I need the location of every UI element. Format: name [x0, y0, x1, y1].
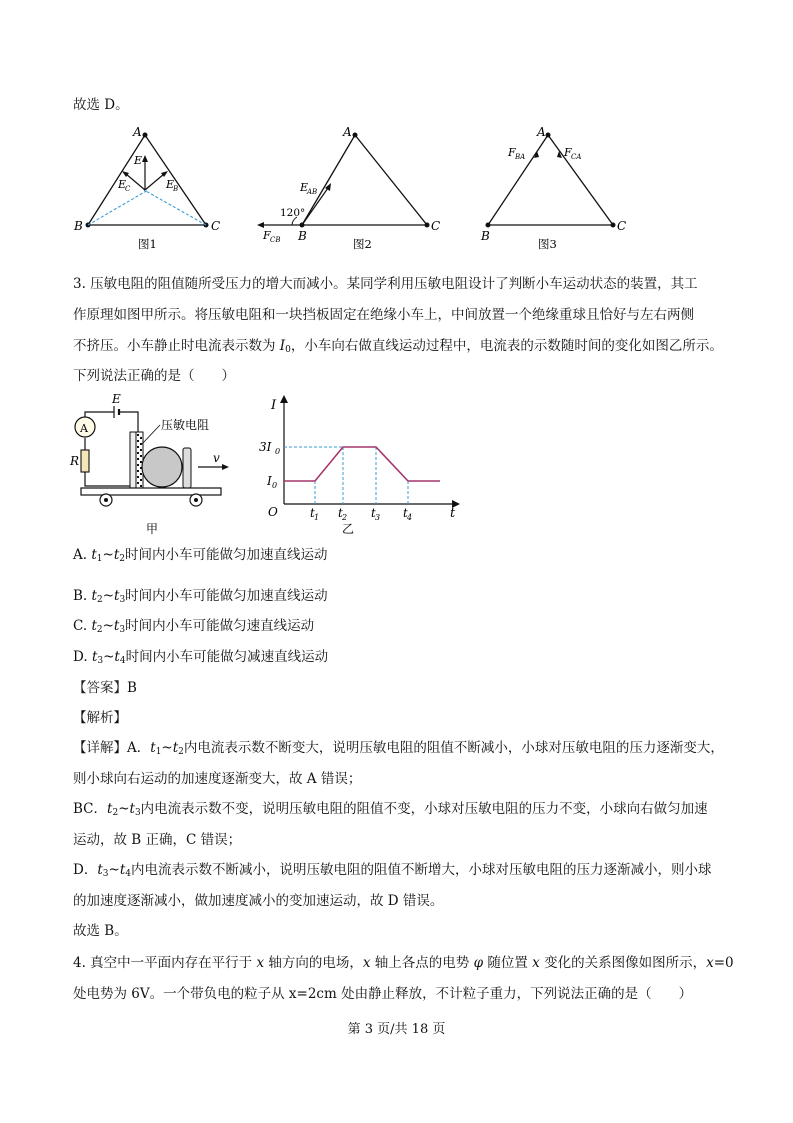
detail-p2-t2: t	[129, 801, 135, 817]
q4-x1: x	[256, 955, 265, 971]
q3-line-3-a: 不挤压。小车静止时电流表示数为	[73, 338, 280, 354]
option-c-t1: t	[91, 618, 97, 634]
fig3-fca-sub: CA	[571, 153, 582, 161]
detail-p1-line1: 【详解】A．$t_1\sim t_2$内电流表示数不断变大，说明压敏电阻的阻值不断减小，小球对压敏电阻的压力逐渐变大，	[73, 740, 724, 757]
q4-line-1-a: 4. 真空中一平面内存在平行于	[73, 955, 257, 971]
figure-3	[480, 125, 626, 251]
q4-line-2: 处电势为 6V。一个带负电的粒子从 x=2cm 处由静止释放，不计粒子重力，下列说法正确的是（ ）	[73, 986, 693, 1002]
q4-line-1-e: 变化的关系图像如图所示，	[539, 955, 707, 971]
detail-p2-t1-sub: 2	[112, 808, 119, 818]
detail-p3-t1-sub: 3	[102, 869, 109, 879]
fig2-caption: 图2	[353, 237, 372, 251]
velocity-label: v	[213, 451, 220, 465]
fig2-label-c: C	[431, 219, 441, 233]
option-a-text: 时间内小车可能做匀加速直线运动	[125, 547, 328, 563]
fig2-label-a: A	[343, 125, 352, 139]
option-b-t2-sub: 3	[119, 595, 126, 605]
graph-3i0-sub: 0	[275, 447, 281, 456]
detail-p1-t2: t	[172, 740, 179, 756]
option-d-t1: t	[91, 649, 98, 665]
fig3-fba: F	[508, 146, 516, 159]
detail-p3-line1: D．$t_3\sim t_4$内电流表示数不断减小，说明压敏电阻的阻值不断增大，小球对压敏电阻的压力逐渐减小，则小球	[73, 862, 712, 879]
graph-t-label: t	[450, 506, 456, 521]
fig1-e: E	[134, 154, 143, 167]
option-c-t2-sub: 3	[119, 625, 126, 635]
answer-value: B	[127, 680, 137, 696]
option-a-t1-sub: 1	[96, 554, 103, 564]
answer-line	[73, 676, 137, 696]
graph-i-label: I	[271, 398, 277, 413]
option-b-text: 时间内小车可能做匀加速直线运动	[125, 588, 328, 604]
fig1-eb: E	[166, 178, 175, 191]
graph-t3-label: t	[371, 506, 376, 520]
fig1-label-b: B	[74, 219, 83, 233]
fig1-eb-sub: B	[173, 185, 179, 193]
option-d-prefix: D.	[73, 649, 92, 665]
q4-x2: x	[362, 955, 371, 971]
detail-p2-body: 内电流表示数不变，说明压敏电阻的阻值不变，小球对压敏电阻的压力不变，小球向右做匀加速	[140, 801, 708, 817]
q4-x3: x	[532, 955, 540, 971]
analysis-label: 【解析】	[73, 710, 127, 726]
detail-p2-line1: BC．$t_2\sim t_3$内电流表示数不变，说明压敏电阻的阻值不变，小球对压敏电阻的压力不变，小球向右做匀加速	[73, 801, 708, 818]
fig1-label-a: A	[133, 125, 142, 139]
fig2-eab: E	[300, 181, 309, 194]
q3-line-3-b: ，小车向右做直线运动过程中，电流表的示数随时间的变化如图乙所示。	[290, 338, 723, 354]
option-b-t1-sub: 2	[96, 595, 103, 605]
graph-origin-label: O	[268, 505, 278, 519]
fig3-label-a: A	[537, 125, 546, 139]
option-d-t1-sub: 3	[97, 656, 104, 666]
option-d: D. $t_3\sim t_4$时间内小车可能做匀减速直线运动	[73, 649, 329, 666]
page-footer: 第 3 页/共 18 页	[347, 1022, 446, 1037]
option-a-t2: t	[113, 547, 120, 563]
detail-p3-t2-sub: 4	[125, 869, 131, 879]
circuit-figure	[66, 392, 236, 540]
q3-line-3	[73, 334, 723, 355]
detail-p2-line2: 运动，故 B 正确，C 错误；	[73, 832, 242, 848]
detail-p1-t2-sub: 2	[178, 747, 184, 757]
option-a: A. $t_1\sim t_2$时间内小车可能做匀加速直线运动	[73, 547, 328, 564]
option-c-t1-sub: 2	[96, 625, 103, 635]
q4-line-1-d: 随位置	[483, 955, 533, 971]
fig1-ec-sub: C	[125, 185, 131, 193]
option-c-t2: t	[113, 618, 120, 634]
q3-i0: I	[279, 338, 286, 354]
graph-t2-sub: 2	[342, 513, 348, 522]
option-b-t1: t	[91, 588, 97, 604]
fig3-label-c: C	[617, 219, 627, 233]
option-a-t1: t	[91, 547, 97, 563]
option-a-prefix: A.	[73, 547, 92, 563]
fig2-fcb-sub: CB	[270, 236, 281, 244]
q3-line-2: 作原理如图甲所示。将压敏电阻和一块挡板固定在绝缘小车上，中间放置一个绝缘重球且恰好与左右两侧	[73, 307, 694, 323]
piezo-label: 压敏电阻	[161, 418, 210, 432]
figure-1	[73, 125, 220, 251]
circuit-caption: 甲	[146, 522, 159, 536]
detail-p1-line2: 则小球向右运动的加速度逐渐变大，故 A 错误；	[73, 771, 362, 787]
graph-current-curve	[284, 447, 440, 481]
fig3-caption: 图3	[538, 237, 557, 251]
ammeter-label: A	[80, 422, 88, 435]
option-d-t2-sub: 4	[119, 656, 126, 666]
detail-p2-t2-sub: 3	[134, 808, 141, 818]
q4-line-1-b: 轴方向的电场，	[264, 955, 363, 971]
graph-3i0-label: 3I	[259, 440, 272, 454]
q4-line-1-c: 轴上各点的电势	[370, 955, 474, 971]
graph-i0-label: I	[267, 474, 272, 488]
option-c: C. $t_2\sim t_3$时间内小车可能做匀速直线运动	[73, 618, 315, 635]
circuit-e-label: E	[112, 392, 121, 406]
q3-line-1: 3. 压敏电阻的阻值随所受压力的增大而减小。某同学利用压敏电阻设计了判断小车运动状态的装置，其工	[73, 276, 698, 292]
option-c-prefix: C.	[73, 618, 92, 634]
graph-t1-label: t	[310, 506, 315, 520]
option-b-prefix: B.	[73, 588, 92, 604]
q3-line-4: 下列说法正确的是（ ）	[73, 368, 235, 384]
fig1-caption: 图1	[138, 237, 157, 251]
fig3-label-b: B	[481, 229, 490, 243]
detail-p2-lead: BC．	[73, 801, 108, 817]
figure-2	[257, 125, 440, 251]
option-d-text: 时间内小车可能做匀减速直线运动	[125, 649, 329, 665]
option-c-text: 时间内小车可能做匀速直线运动	[125, 618, 315, 634]
resistor-label: R	[70, 454, 80, 468]
fig3-fba-sub: BA	[515, 153, 526, 161]
graph-t3-sub: 3	[375, 513, 381, 522]
detail-p3-body: 内电流表示数不断减小，说明压敏电阻的阻值不断增大，小球对压敏电阻的压力逐渐减小，则小球	[130, 862, 712, 878]
fig2-fcb: F	[263, 229, 271, 242]
option-d-t2: t	[114, 649, 120, 665]
q4-line-1	[73, 951, 734, 971]
detail-p2-t1: t	[107, 801, 113, 817]
graph-i0-sub: 0	[272, 481, 278, 490]
graph-t2-label: t	[338, 506, 343, 520]
top-conclusion: 故选 D。	[73, 97, 129, 113]
option-b-t2: t	[114, 588, 120, 604]
detail-p3-line2: 的加速度逐渐减小，做加速度减小的变加速运动，故 D 错误。	[73, 893, 444, 909]
q4-x4: x	[706, 955, 714, 971]
fig1-label-c: C	[211, 219, 221, 233]
graph-t1-sub: 1	[314, 513, 320, 522]
detail-p1-lead: 【详解】A．	[73, 740, 151, 756]
detail-p3-t1: t	[97, 862, 103, 878]
detail-p1-t1-sub: 1	[155, 747, 162, 757]
option-b: B. $t_2\sim t_3$时间内小车可能做匀加速直线运动	[73, 588, 328, 605]
q4-line-1-f: =0	[713, 955, 734, 971]
current-time-graph	[250, 392, 465, 540]
detail-p1-body: 内电流表示数不断变大，说明压敏电阻的阻值不断减小，小球对压敏电阻的压力逐渐变大，	[183, 740, 724, 756]
fig2-label-b: B	[298, 229, 307, 243]
graph-caption: 乙	[342, 522, 355, 536]
detail-p3-t2: t	[119, 862, 126, 878]
q3-i0-sub: 0	[285, 345, 291, 355]
q3-conclusion: 故选 B。	[73, 923, 128, 939]
fig2-eab-sub: AB	[307, 188, 318, 196]
fig2-angle: 120°	[280, 207, 306, 219]
detail-p1-t1: t	[150, 740, 156, 756]
answer-label: 【答案】	[73, 680, 127, 696]
graph-t4-label: t	[403, 506, 408, 520]
graph-t4-sub: 4	[407, 513, 413, 522]
q4-phi: φ	[473, 955, 484, 971]
fig3-fca: F	[564, 146, 572, 159]
fig1-ec: E	[118, 178, 127, 191]
detail-p3-lead: D．	[73, 862, 98, 878]
force-triangle-figures	[60, 122, 640, 252]
option-a-t2-sub: 2	[119, 554, 125, 564]
